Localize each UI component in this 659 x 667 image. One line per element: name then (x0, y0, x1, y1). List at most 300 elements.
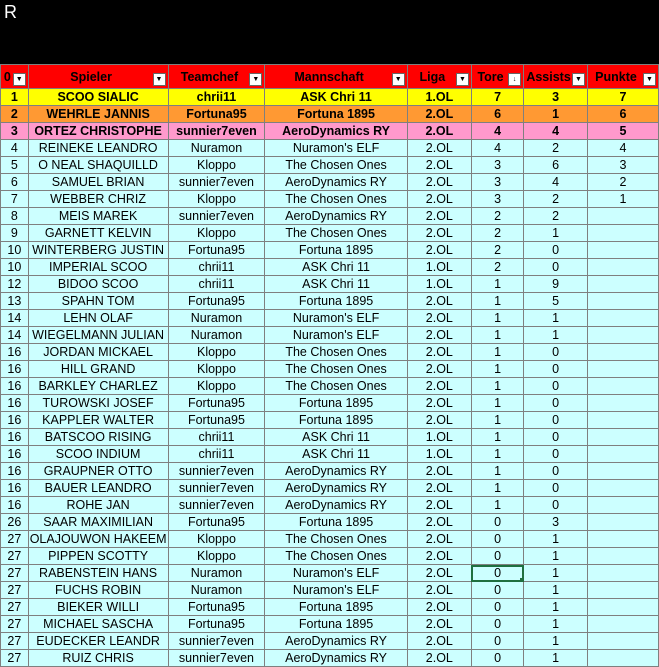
cell-spieler[interactable]: WEHRLE JANNIS (28, 106, 168, 123)
cell-tore[interactable]: 0 (471, 633, 523, 650)
cell-tore[interactable]: 2 (471, 225, 523, 242)
cell-rank[interactable]: 10 (1, 259, 29, 276)
cell-teamchef[interactable]: sunnier7even (168, 463, 265, 480)
cell-liga[interactable]: 2.OL (407, 344, 471, 361)
cell-teamchef[interactable]: Kloppo (168, 157, 265, 174)
cell-liga[interactable]: 2.OL (407, 225, 471, 242)
cell-tore[interactable]: 2 (471, 208, 523, 225)
cell-teamchef[interactable]: Kloppo (168, 378, 265, 395)
cell-mannschaft[interactable]: Nuramon's ELF (265, 582, 407, 599)
cell-liga[interactable]: 2.OL (407, 650, 471, 667)
cell-teamchef[interactable]: Fortuna95 (168, 514, 265, 531)
cell-liga[interactable]: 2.OL (407, 463, 471, 480)
cell-spieler[interactable]: SCOO SIALIC (28, 89, 168, 106)
cell-punkte[interactable]: 2 (587, 174, 658, 191)
filter-dropdown-icon[interactable]: ▼ (572, 73, 585, 86)
cell-spieler[interactable]: WEBBER CHRIZ (28, 191, 168, 208)
cell-spieler[interactable]: KAPPLER WALTER (28, 412, 168, 429)
column-header-label: 0 (3, 69, 11, 84)
cell-mannschaft[interactable]: Fortuna 1895 (265, 616, 407, 633)
cell-liga[interactable]: 2.OL (407, 599, 471, 616)
cell-liga[interactable]: 2.OL (407, 514, 471, 531)
cell-spieler[interactable]: LEHN OLAF (28, 310, 168, 327)
title-bar (0, 0, 659, 64)
cell-assists[interactable]: 0 (524, 497, 588, 514)
cell-assists[interactable]: 1 (524, 582, 588, 599)
cell-spieler[interactable]: IMPERIAL SCOO (28, 259, 168, 276)
cell-tore[interactable]: 1 (471, 429, 523, 446)
cell-tore[interactable]: 1 (471, 395, 523, 412)
cell-teamchef[interactable]: Fortuna95 (168, 395, 265, 412)
cell-punkte[interactable] (587, 276, 658, 293)
cell-rank[interactable]: 14 (1, 327, 29, 344)
cell-tore[interactable]: 1 (471, 310, 523, 327)
cell-assists[interactable]: 3 (524, 514, 588, 531)
cell-rank[interactable]: 16 (1, 497, 29, 514)
cell-liga[interactable]: 2.OL (407, 582, 471, 599)
cell-assists[interactable]: 4 (524, 174, 588, 191)
cell-assists[interactable]: 1 (524, 106, 588, 123)
cell-punkte[interactable] (587, 548, 658, 565)
cell-teamchef[interactable]: sunnier7even (168, 123, 265, 140)
cell-spieler[interactable]: PIPPEN SCOTTY (28, 548, 168, 565)
cell-assists[interactable]: 0 (524, 259, 588, 276)
cell-spieler[interactable]: BIEKER WILLI (28, 599, 168, 616)
column-header-punkte[interactable] (587, 65, 658, 89)
cell-punkte[interactable]: 3 (587, 157, 658, 174)
cell-mannschaft[interactable]: ASK Chri 11 (265, 259, 407, 276)
cell-spieler[interactable]: BARKLEY CHARLEZ (28, 378, 168, 395)
cell-mannschaft[interactable]: ASK Chri 11 (265, 446, 407, 463)
cell-spieler[interactable]: SAMUEL BRIAN (28, 174, 168, 191)
cell-punkte[interactable] (587, 259, 658, 276)
cell-liga[interactable]: 2.OL (407, 565, 471, 582)
cell-mannschaft[interactable]: The Chosen Ones (265, 191, 407, 208)
sort-descending-filter-icon[interactable]: ↓ (508, 73, 521, 86)
cell-teamchef[interactable]: sunnier7even (168, 208, 265, 225)
cell-teamchef[interactable]: Kloppo (168, 361, 265, 378)
cell-rank[interactable]: 16 (1, 361, 29, 378)
cell-liga[interactable]: 2.OL (407, 123, 471, 140)
cell-teamchef[interactable]: sunnier7even (168, 497, 265, 514)
cell-spieler[interactable]: ROHE JAN (28, 497, 168, 514)
cell-teamchef[interactable]: Fortuna95 (168, 106, 265, 123)
cell-assists[interactable]: 2 (524, 140, 588, 157)
cell-tore[interactable]: 0 (471, 616, 523, 633)
cell-teamchef[interactable]: chrii11 (168, 89, 265, 106)
cell-spieler[interactable]: BIDOO SCOO (28, 276, 168, 293)
cell-tore[interactable]: 1 (471, 293, 523, 310)
cell-teamchef[interactable]: chrii11 (168, 446, 265, 463)
cell-mannschaft[interactable]: The Chosen Ones (265, 548, 407, 565)
cell-rank[interactable]: 27 (1, 531, 29, 548)
cell-assists[interactable]: 0 (524, 412, 588, 429)
cell-punkte[interactable] (587, 633, 658, 650)
cell-liga[interactable]: 2.OL (407, 157, 471, 174)
cell-tore[interactable]: 2 (471, 259, 523, 276)
cell-rank[interactable]: 27 (1, 582, 29, 599)
cell-mannschaft[interactable]: Fortuna 1895 (265, 412, 407, 429)
cell-liga[interactable]: 2.OL (407, 310, 471, 327)
cell-teamchef[interactable]: chrii11 (168, 429, 265, 446)
cell-rank[interactable]: 27 (1, 616, 29, 633)
cell-spieler[interactable]: FUCHS ROBIN (28, 582, 168, 599)
cell-rank[interactable]: 16 (1, 395, 29, 412)
cell-mannschaft[interactable]: Nuramon's ELF (265, 310, 407, 327)
spreadsheet[interactable] (0, 64, 659, 667)
cell-spieler[interactable]: SAAR MAXIMILIAN (28, 514, 168, 531)
cell-rank[interactable]: 16 (1, 480, 29, 497)
cell-teamchef[interactable]: sunnier7even (168, 633, 265, 650)
cell-spieler[interactable]: MICHAEL SASCHA (28, 616, 168, 633)
cell-tore[interactable]: 0 (471, 599, 523, 616)
cell-assists[interactable]: 1 (524, 531, 588, 548)
cell-mannschaft[interactable]: The Chosen Ones (265, 361, 407, 378)
cell-teamchef[interactable]: sunnier7even (168, 650, 265, 667)
cell-rank[interactable]: 16 (1, 429, 29, 446)
cell-punkte[interactable] (587, 616, 658, 633)
column-header-rank[interactable] (1, 65, 29, 89)
cell-liga[interactable]: 1.OL (407, 429, 471, 446)
cell-punkte[interactable] (587, 361, 658, 378)
table-row (1, 191, 659, 208)
cell-teamchef[interactable]: Fortuna95 (168, 599, 265, 616)
table-row (1, 480, 659, 497)
cell-punkte[interactable]: 7 (587, 89, 658, 106)
cell-tore[interactable]: 1 (471, 361, 523, 378)
cell-mannschaft[interactable]: The Chosen Ones (265, 225, 407, 242)
column-header-teamchef[interactable] (168, 65, 265, 89)
cell-spieler[interactable]: SCOO INDIUM (28, 446, 168, 463)
cell-rank[interactable]: 16 (1, 463, 29, 480)
cell-spieler[interactable]: MEIS MAREK (28, 208, 168, 225)
cell-assists[interactable]: 0 (524, 361, 588, 378)
cell-assists[interactable]: 3 (524, 89, 588, 106)
cell-rank[interactable]: 3 (1, 123, 29, 140)
cell-punkte[interactable] (587, 395, 658, 412)
cell-tore[interactable]: 3 (471, 157, 523, 174)
filter-dropdown-icon[interactable]: ▼ (13, 73, 26, 86)
cell-assists[interactable]: 1 (524, 616, 588, 633)
filter-dropdown-icon[interactable]: ▼ (392, 73, 405, 86)
cell-punkte[interactable] (587, 225, 658, 242)
cell-liga[interactable]: 1.OL (407, 259, 471, 276)
cell-tore[interactable]: 1 (471, 497, 523, 514)
cell-mannschaft[interactable]: Fortuna 1895 (265, 395, 407, 412)
cell-spieler[interactable]: BATSCOO RISING (28, 429, 168, 446)
cell-punkte[interactable]: 1 (587, 191, 658, 208)
cell-rank[interactable]: 26 (1, 514, 29, 531)
cell-punkte[interactable] (587, 650, 658, 667)
cell-punkte[interactable] (587, 582, 658, 599)
cell-mannschaft[interactable]: Nuramon's ELF (265, 565, 407, 582)
cell-tore[interactable]: 0 (471, 565, 523, 582)
cell-teamchef[interactable]: Nuramon (168, 327, 265, 344)
cell-teamchef[interactable]: Fortuna95 (168, 412, 265, 429)
cell-rank[interactable]: 8 (1, 208, 29, 225)
cell-assists[interactable]: 0 (524, 378, 588, 395)
cell-spieler[interactable]: BAUER LEANDRO (28, 480, 168, 497)
filter-dropdown-icon[interactable]: ▼ (643, 73, 656, 86)
cell-liga[interactable]: 2.OL (407, 327, 471, 344)
cell-assists[interactable]: 1 (524, 225, 588, 242)
cell-mannschaft[interactable]: ASK Chri 11 (265, 276, 407, 293)
cell-punkte[interactable]: 5 (587, 123, 658, 140)
cell-spieler[interactable]: TUROWSKI JOSEF (28, 395, 168, 412)
cell-assists[interactable]: 1 (524, 310, 588, 327)
cell-liga[interactable]: 2.OL (407, 616, 471, 633)
cell-rank[interactable]: 16 (1, 344, 29, 361)
cell-rank[interactable]: 16 (1, 378, 29, 395)
cell-rank[interactable]: 10 (1, 242, 29, 259)
cell-tore[interactable]: 4 (471, 140, 523, 157)
cell-mannschaft[interactable]: AeroDynamics RY (265, 497, 407, 514)
cell-spieler[interactable]: WIEGELMANN JULIAN (28, 327, 168, 344)
cell-spieler[interactable]: OLAJOUWON HAKEEM (29, 532, 167, 546)
cell-assists[interactable]: 0 (524, 446, 588, 463)
cell-teamchef[interactable]: Fortuna95 (168, 293, 265, 310)
cell-mannschaft[interactable]: Fortuna 1895 (265, 293, 407, 310)
cell-punkte[interactable] (587, 293, 658, 310)
cell-spieler[interactable]: O NEAL SHAQUILLD (28, 157, 168, 174)
cell-liga[interactable]: 2.OL (407, 140, 471, 157)
cell-tore[interactable]: 2 (471, 242, 523, 259)
cell-tore[interactable]: 4 (471, 123, 523, 140)
cell-rank[interactable]: 6 (1, 174, 29, 191)
cell-punkte[interactable] (587, 208, 658, 225)
cell-punkte[interactable] (587, 412, 658, 429)
cell-rank[interactable]: 16 (1, 412, 29, 429)
cell-teamchef[interactable]: Kloppo (168, 344, 265, 361)
cell-mannschaft[interactable]: The Chosen Ones (265, 157, 407, 174)
cell-liga[interactable]: 2.OL (407, 361, 471, 378)
cell-punkte[interactable] (587, 242, 658, 259)
cell-punkte[interactable] (587, 531, 658, 548)
cell-rank[interactable]: 13 (1, 293, 29, 310)
cell-rank[interactable]: 2 (1, 106, 29, 123)
cell-liga[interactable]: 2.OL (407, 412, 471, 429)
cell-teamchef[interactable]: Nuramon (168, 140, 265, 157)
cell-tore[interactable]: 3 (471, 174, 523, 191)
column-header-mannschaft[interactable] (265, 65, 407, 89)
cell-mannschaft[interactable]: The Chosen Ones (265, 531, 407, 548)
cell-mannschaft[interactable]: AeroDynamics RY (265, 633, 407, 650)
cell-spieler[interactable]: REINEKE LEANDRO (28, 140, 168, 157)
cell-spieler[interactable]: HILL GRAND (28, 361, 168, 378)
cell-tore[interactable]: 1 (471, 446, 523, 463)
cell-teamchef[interactable]: Kloppo (168, 191, 265, 208)
cell-teamchef[interactable]: chrii11 (168, 259, 265, 276)
column-header-spieler[interactable] (28, 65, 168, 89)
cell-punkte[interactable] (587, 497, 658, 514)
cell-rank[interactable]: 27 (1, 633, 29, 650)
cell-liga[interactable]: 2.OL (407, 208, 471, 225)
cell-tore[interactable]: 6 (471, 106, 523, 123)
cell-punkte[interactable] (587, 514, 658, 531)
cell-mannschaft[interactable]: The Chosen Ones (265, 344, 407, 361)
cell-assists[interactable]: 1 (524, 565, 588, 582)
cell-mannschaft[interactable]: AeroDynamics RY (265, 480, 407, 497)
cell-spieler[interactable]: EUDECKER LEANDR (28, 633, 168, 650)
cell-mannschaft[interactable]: AeroDynamics RY (265, 208, 407, 225)
cell-punkte[interactable] (587, 310, 658, 327)
column-header-tore[interactable] (471, 65, 523, 89)
cell-liga[interactable]: 2.OL (407, 548, 471, 565)
cell-mannschaft[interactable]: Nuramon's ELF (265, 327, 407, 344)
cell-assists[interactable]: 1 (524, 327, 588, 344)
table-row (1, 463, 659, 480)
cell-mannschaft[interactable]: The Chosen Ones (265, 378, 407, 395)
cell-mannschaft[interactable]: AeroDynamics RY (265, 174, 407, 191)
cell-tore[interactable]: 1 (471, 276, 523, 293)
cell-tore[interactable]: 0 (471, 650, 523, 667)
cell-liga[interactable]: 2.OL (407, 531, 471, 548)
cell-spieler[interactable]: SPAHN TOM (28, 293, 168, 310)
cell-spieler[interactable]: RABENSTEIN HANS (28, 565, 168, 582)
cell-assists[interactable]: 0 (524, 242, 588, 259)
cell-assists[interactable]: 0 (524, 463, 588, 480)
cell-liga[interactable]: 1.OL (407, 276, 471, 293)
cell-liga[interactable]: 2.OL (407, 106, 471, 123)
cell-assists[interactable]: 2 (524, 208, 588, 225)
cell-rank[interactable]: 14 (1, 310, 29, 327)
cell-tore[interactable]: 1 (471, 480, 523, 497)
cell-punkte[interactable] (587, 429, 658, 446)
cell-mannschaft[interactable]: ASK Chri 11 (265, 429, 407, 446)
cell-rank[interactable]: 5 (1, 157, 29, 174)
cell-punkte[interactable] (587, 446, 658, 463)
cell-punkte[interactable] (587, 599, 658, 616)
cell-punkte[interactable]: 4 (587, 140, 658, 157)
cell-spieler[interactable]: WINTERBERG JUSTIN (28, 242, 168, 259)
cell-tore[interactable]: 1 (471, 344, 523, 361)
filter-dropdown-icon[interactable]: ▼ (153, 73, 166, 86)
cell-spieler[interactable]: RUIZ CHRIS (28, 650, 168, 667)
cell-liga[interactable]: 2.OL (407, 633, 471, 650)
cell-liga[interactable]: 2.OL (407, 293, 471, 310)
cell-teamchef[interactable]: Kloppo (168, 531, 265, 548)
cell-spieler[interactable]: ORTEZ CHRISTOPHE (28, 123, 168, 140)
column-header-assists[interactable] (524, 65, 588, 89)
cell-liga[interactable]: 2.OL (407, 378, 471, 395)
cell-teamchef[interactable]: Fortuna95 (168, 242, 265, 259)
cell-punkte[interactable] (587, 344, 658, 361)
cell-rank[interactable]: 27 (1, 650, 29, 667)
cell-assists[interactable]: 1 (524, 633, 588, 650)
cell-mannschaft[interactable]: Fortuna 1895 (265, 106, 407, 123)
cell-punkte[interactable]: 6 (587, 106, 658, 123)
cell-teamchef[interactable]: sunnier7even (168, 174, 265, 191)
cell-mannschaft[interactable]: AeroDynamics RY (265, 123, 407, 140)
cell-teamchef[interactable]: Kloppo (168, 225, 265, 242)
cell-punkte[interactable] (587, 327, 658, 344)
cell-teamchef[interactable]: Kloppo (168, 548, 265, 565)
cell-mannschaft[interactable]: Fortuna 1895 (265, 599, 407, 616)
cell-tore[interactable]: 7 (471, 89, 523, 106)
cell-liga[interactable]: 2.OL (407, 242, 471, 259)
cell-tore[interactable]: 0 (471, 514, 523, 531)
filter-dropdown-icon[interactable]: ▼ (456, 73, 469, 86)
column-header-label: Teamchef (180, 69, 239, 84)
cell-mannschaft[interactable]: Fortuna 1895 (265, 514, 407, 531)
cell-liga[interactable]: 2.OL (407, 480, 471, 497)
cell-punkte[interactable] (587, 480, 658, 497)
column-header-liga[interactable] (407, 65, 471, 89)
cell-rank[interactable]: 16 (1, 446, 29, 463)
cell-liga[interactable]: 1.OL (407, 446, 471, 463)
cell-liga[interactable]: 2.OL (407, 191, 471, 208)
cell-rank[interactable]: 9 (1, 225, 29, 242)
cell-tore[interactable]: 3 (471, 191, 523, 208)
cell-mannschaft[interactable]: Fortuna 1895 (265, 242, 407, 259)
cell-liga[interactable]: 2.OL (407, 174, 471, 191)
cell-tore[interactable]: 0 (471, 531, 523, 548)
cell-assists[interactable]: 6 (524, 157, 588, 174)
cell-spieler[interactable]: JORDAN MICKAEL (28, 344, 168, 361)
cell-tore[interactable]: 1 (471, 327, 523, 344)
cell-rank[interactable]: 27 (1, 548, 29, 565)
cell-rank[interactable]: 12 (1, 276, 29, 293)
cell-teamchef[interactable]: sunnier7even (168, 480, 265, 497)
cell-tore[interactable]: 0 (471, 548, 523, 565)
filter-dropdown-icon[interactable]: ▼ (249, 73, 262, 86)
cell-punkte[interactable] (587, 463, 658, 480)
cell-spieler[interactable]: GARNETT KELVIN (28, 225, 168, 242)
cell-assists[interactable]: 1 (524, 548, 588, 565)
cell-mannschaft[interactable]: AeroDynamics RY (265, 463, 407, 480)
cell-mannschaft[interactable]: AeroDynamics RY (265, 650, 407, 667)
cell-rank[interactable]: 4 (1, 140, 29, 157)
cell-assists[interactable]: 2 (524, 191, 588, 208)
cell-mannschaft[interactable]: ASK Chri 11 (265, 89, 407, 106)
cell-assists[interactable]: 0 (524, 344, 588, 361)
cell-assists[interactable]: 9 (524, 276, 588, 293)
cell-teamchef[interactable]: Nuramon (168, 310, 265, 327)
cell-liga[interactable]: 1.OL (407, 89, 471, 106)
cell-tore[interactable]: 1 (471, 463, 523, 480)
table-row (1, 531, 659, 548)
cell-liga[interactable]: 2.OL (407, 497, 471, 514)
cell-teamchef[interactable]: Fortuna95 (168, 616, 265, 633)
cell-spieler[interactable]: GRAUPNER OTTO (28, 463, 168, 480)
cell-tore[interactable]: 1 (471, 412, 523, 429)
cell-punkte[interactable] (587, 565, 658, 582)
cell-assists[interactable]: 1 (524, 650, 588, 667)
cell-teamchef[interactable]: chrii11 (168, 276, 265, 293)
cell-rank[interactable]: 27 (1, 565, 29, 582)
window-title: R (4, 2, 17, 22)
cell-assists[interactable]: 0 (524, 480, 588, 497)
cell-assists[interactable]: 0 (524, 395, 588, 412)
cell-liga[interactable]: 2.OL (407, 395, 471, 412)
cell-rank[interactable]: 7 (1, 191, 29, 208)
table-row (1, 497, 659, 514)
cell-mannschaft[interactable]: Nuramon's ELF (265, 140, 407, 157)
cell-assists[interactable]: 5 (524, 293, 588, 310)
cell-assists[interactable]: 4 (524, 123, 588, 140)
cell-tore[interactable]: 0 (471, 582, 523, 599)
cell-assists[interactable]: 0 (524, 429, 588, 446)
cell-rank[interactable]: 1 (1, 89, 29, 106)
cell-tore[interactable]: 1 (471, 378, 523, 395)
cell-punkte[interactable] (587, 378, 658, 395)
cell-teamchef[interactable]: Nuramon (168, 565, 265, 582)
cell-assists[interactable]: 1 (524, 599, 588, 616)
cell-rank[interactable]: 27 (1, 599, 29, 616)
table-row (1, 276, 659, 293)
cell-teamchef[interactable]: Nuramon (168, 582, 265, 599)
fill-handle[interactable] (520, 578, 524, 582)
